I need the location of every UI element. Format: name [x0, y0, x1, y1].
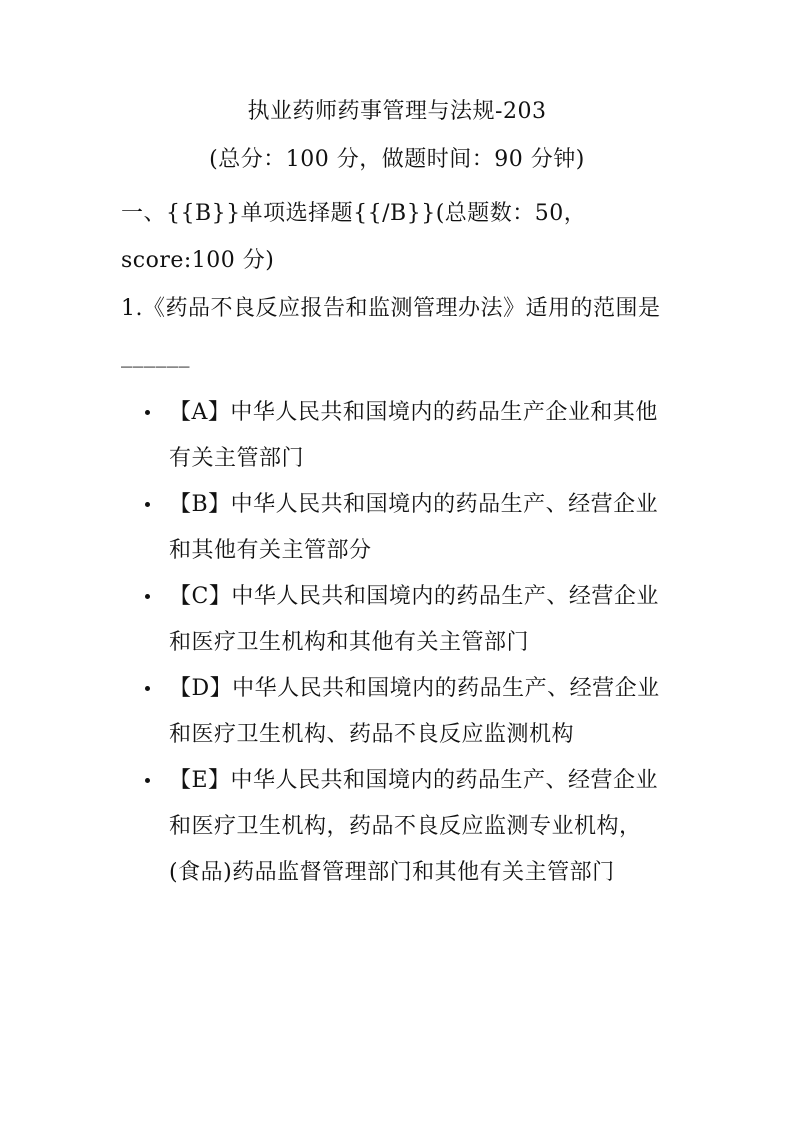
section-heading: 一、{{B}}单项选择题{{/B}}(总题数：50，score:100 分)	[121, 201, 587, 273]
bullet-icon	[145, 594, 150, 599]
option-list	[0, 390, 794, 896]
document-title: 执业药师药事管理与法规-203	[247, 99, 547, 124]
question-text: 1.《药品不良反应报告和监测管理办法》适用的范围是______	[121, 296, 661, 368]
option-d[interactable]	[169, 666, 669, 758]
bullet-icon	[145, 502, 150, 507]
option-text: 【A】中华人民共和国境内的药品生产企业和其他有关主管部门	[169, 400, 658, 471]
bullet-icon	[145, 778, 150, 783]
exam-info: (总分：100 分，做题时间：90 分钟)	[209, 147, 585, 172]
option-b[interactable]	[169, 482, 669, 574]
bullet-icon	[145, 686, 150, 691]
option-c[interactable]	[169, 574, 669, 666]
option-a[interactable]	[169, 390, 669, 482]
option-e[interactable]	[169, 758, 669, 896]
option-text: 【C】中华人民共和国境内的药品生产、经营企业和医疗卫生机构和其他有关主管部门	[169, 584, 659, 655]
option-text: 【B】中华人民共和国境内的药品生产、经营企业和其他有关主管部分	[169, 492, 659, 563]
option-text: 【E】中华人民共和国境内的药品生产、经营企业和医疗卫生机构，药品不良反应监测专业机构，(食品)药品监督管理部门和其他有关主管部门	[169, 768, 659, 885]
bullet-icon	[145, 410, 150, 415]
option-text: 【D】中华人民共和国境内的药品生产、经营企业和医疗卫生机构、药品不良反应监测机构	[169, 676, 660, 747]
